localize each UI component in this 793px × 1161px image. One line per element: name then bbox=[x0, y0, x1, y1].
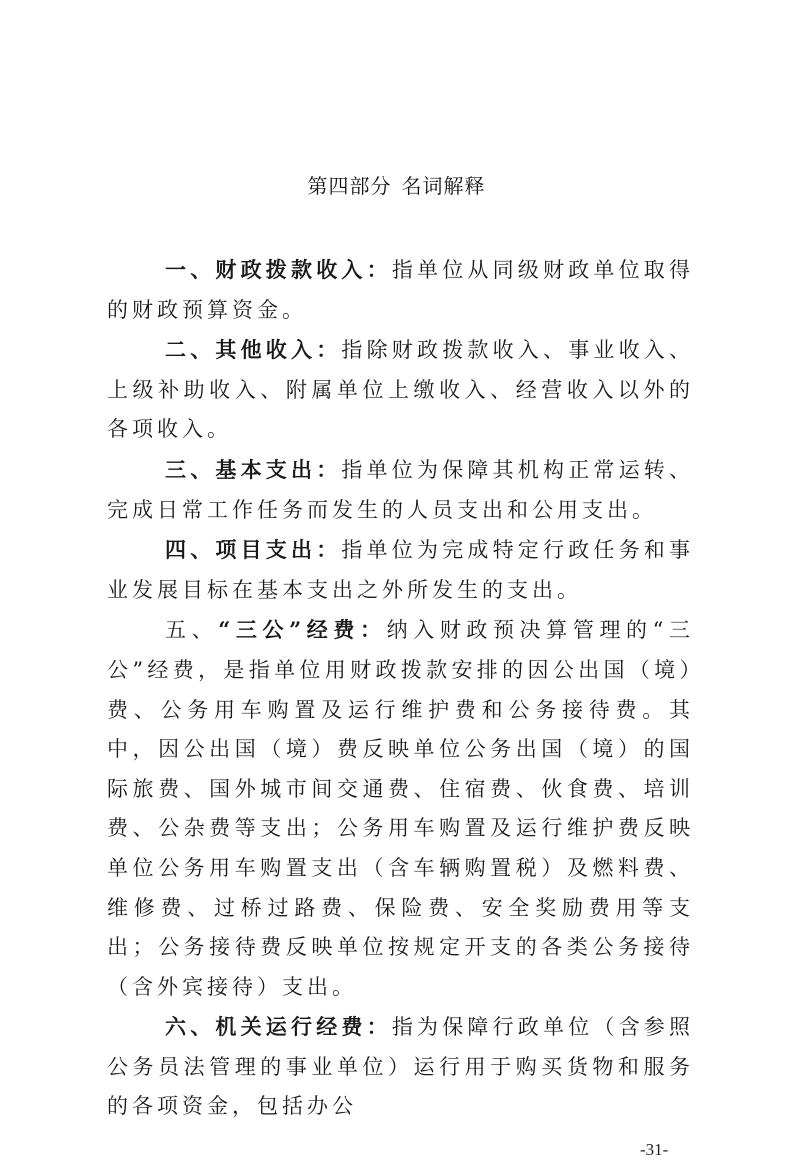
definition-term: 财政拨款收入： bbox=[215, 257, 392, 282]
page-number: -31- bbox=[640, 1140, 669, 1159]
definition-number: 一、 bbox=[165, 257, 216, 282]
definition-number: 三、 bbox=[165, 456, 216, 482]
definition-text: 指单位为保障其机构正常运转、完成日常工作任务而发生的人员支出和公用支出。 bbox=[107, 457, 695, 522]
definition-2 bbox=[107, 330, 694, 450]
section-title: 名词解释 bbox=[401, 174, 486, 198]
definition-5 bbox=[107, 610, 694, 1007]
definition-number: 四、 bbox=[165, 537, 216, 563]
definitions-body bbox=[107, 250, 694, 1127]
definition-3 bbox=[107, 450, 694, 530]
page-title bbox=[0, 172, 793, 200]
definition-1 bbox=[107, 250, 694, 330]
definition-text: 指单位为完成特定行政任务和事业发展目标在基本支出之外所发生的支出。 bbox=[107, 538, 695, 602]
part-label: 第四部分 bbox=[307, 174, 392, 198]
definition-term: 基本支出： bbox=[215, 456, 342, 482]
definition-term: 机关运行经费： bbox=[215, 1014, 392, 1040]
definition-number: 六、 bbox=[165, 1014, 216, 1040]
definition-text: 指除财政拨款收入、事业收入、上级补助收入、附属单位上缴收入、经营收入以外的各项收入。 bbox=[107, 338, 695, 442]
definition-text: 指单位从同级财政单位取得的财政预算资金。 bbox=[107, 258, 695, 322]
definition-text: 指为保障行政单位（含参照公务员法管理的事业单位）运行用于购买货物和服务的各项资金，包括办公 bbox=[107, 1015, 695, 1119]
definition-term: “三公”经费： bbox=[218, 617, 387, 643]
definition-number: 二、 bbox=[165, 337, 216, 363]
definition-term: 其他收入： bbox=[215, 337, 342, 363]
definition-text: 纳入财政预决算管理的“三公”经费，是指单位用财政拨款安排的因公出国（境）费、公务用车购置及运行维护费和公务接待费。其中，因公出国（境）费反映单位公务出国（境）的国际旅费、国外城市间交通费、住宿费、伙食费、培训费、公杂费等支出；公务用车购置及运行维护费反映单位公务用车购置支出（含车辆购置税）及燃料费、维修费、过桥过路费、保险费、安全奖励费用等支出；公务接待费反映单位按规定开支的各类公务接待（含外宾接待）支出。 bbox=[107, 618, 694, 999]
definition-4 bbox=[107, 530, 694, 610]
definition-6 bbox=[107, 1007, 694, 1127]
definition-term: 项目支出： bbox=[215, 537, 342, 563]
definition-number: 五、 bbox=[165, 618, 219, 643]
